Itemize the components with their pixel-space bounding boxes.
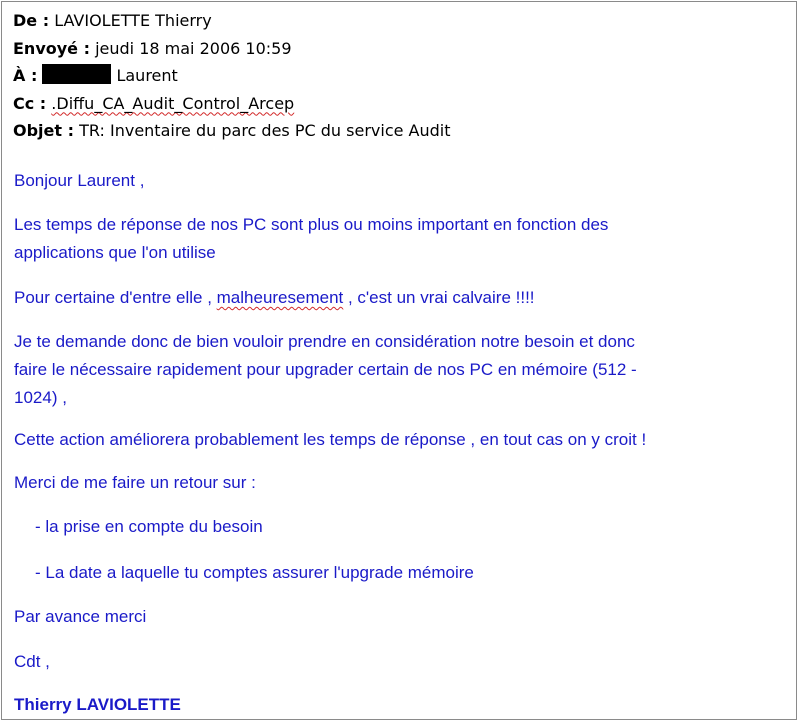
- to-value: Laurent: [116, 66, 178, 85]
- paragraph-4: Cette action améliorera probablement les temps de réponse , en tout cas on y croit !: [14, 430, 647, 449]
- to-label: À :: [13, 66, 38, 85]
- closing-thanks: Par avance merci: [14, 607, 147, 626]
- greeting: Bonjour Laurent ,: [14, 171, 145, 190]
- from-label: De :: [13, 11, 50, 30]
- closing-regards: Cdt ,: [14, 652, 50, 671]
- email-frame: [1, 1, 797, 720]
- sent-value: jeudi 18 mai 2006 10:59: [95, 38, 292, 58]
- paragraph-2-end: , c'est un vrai calvaire !!!!: [343, 288, 535, 307]
- from-value: LAVIOLETTE Thierry: [54, 11, 212, 30]
- sent-label: Envoyé :: [13, 38, 90, 58]
- paragraph-2: [14, 285, 535, 311]
- paragraph-5: Merci de me faire un retour sur :: [14, 473, 256, 492]
- misspelled-word: malheuresement: [216, 288, 344, 307]
- paragraph-3-line-3: 1024) ,: [14, 388, 67, 407]
- list-item-2: - La date a laquelle tu comptes assurer l'upgrade mémoire: [35, 563, 474, 582]
- paragraph-1-line-2: applications que l'on utilise: [14, 243, 216, 262]
- cc-value: .Diffu_CA_Audit_Control_Arcep: [51, 93, 295, 113]
- paragraph-3-line-2: faire le nécessaire rapidement pour upgrader certain de nos PC en mémoire (512 -: [14, 360, 637, 379]
- subject-label: Objet :: [13, 121, 75, 140]
- paragraph-3-line-1: Je te demande donc de bien vouloir prendre en considération notre besoin et donc: [14, 332, 635, 351]
- paragraph-1-line-1: Les temps de réponse de nos PC sont plus ou moins important en fonction des: [14, 215, 609, 234]
- cc-label: Cc :: [13, 93, 47, 113]
- paragraph-2-start: Pour certaine d'entre elle ,: [14, 288, 217, 307]
- list-item-1: - la prise en compte du besoin: [35, 517, 263, 536]
- subject-value: TR: Inventaire du parc des PC du service Audit: [79, 121, 451, 140]
- email-body: [2, 2, 796, 719]
- signature: Thierry LAVIOLETTE: [14, 695, 181, 714]
